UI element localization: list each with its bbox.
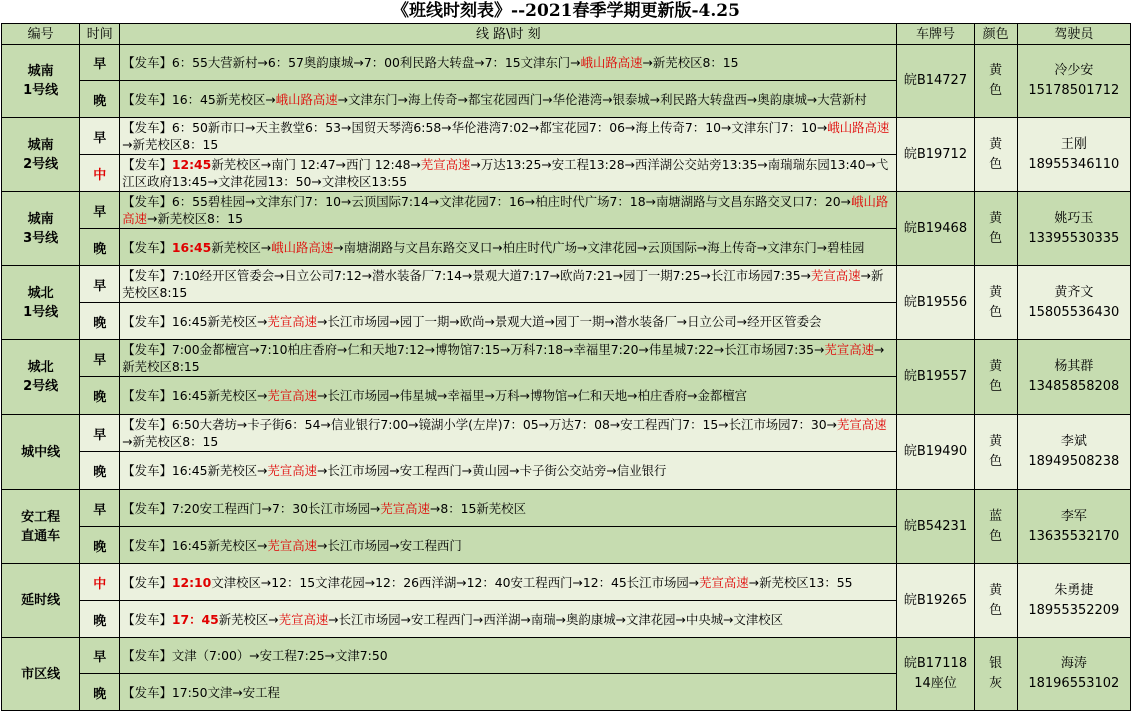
driver-cell bbox=[1017, 415, 1130, 490]
plate-number: 皖B14727 bbox=[903, 73, 968, 88]
driver-phone: 13635532170 bbox=[1028, 528, 1120, 544]
driver-cell bbox=[1017, 192, 1130, 266]
driver-phone: 13485858208 bbox=[1028, 379, 1120, 394]
driver-name: 冷少安 bbox=[1054, 63, 1094, 78]
route-name bbox=[2, 638, 80, 711]
schedule-cell bbox=[120, 118, 897, 155]
period-label: 早 bbox=[80, 192, 120, 229]
plate-cell bbox=[897, 638, 974, 711]
schedule-cell bbox=[120, 155, 897, 192]
bus-color-2: 灰 bbox=[989, 676, 1003, 691]
schedule-cell bbox=[120, 340, 897, 377]
bus-color-2: 色 bbox=[989, 304, 1003, 320]
color-cell bbox=[974, 118, 1017, 192]
route-name-line1: 市区线 bbox=[21, 666, 61, 682]
period-label: 晚 bbox=[80, 229, 120, 266]
route-name-line1: 城南 bbox=[27, 137, 54, 153]
route-name-line1: 城南 bbox=[27, 64, 54, 79]
highway-label: 峨山路高速 bbox=[122, 194, 889, 226]
route-name-line1: 城北 bbox=[27, 360, 54, 375]
schedule-cell bbox=[120, 674, 897, 711]
route-name bbox=[2, 118, 80, 192]
bus-color-2: 色 bbox=[989, 602, 1003, 618]
bus-color-2: 色 bbox=[989, 83, 1003, 98]
period-label: 中 bbox=[80, 155, 120, 192]
timetable-text: 【发车】 bbox=[122, 611, 172, 627]
plate-cell bbox=[897, 415, 974, 490]
timetable-text: →新芜校区8：15 bbox=[147, 211, 244, 226]
timetable-text: →长江市场园→园丁一期→欧尚→景观大道→园丁一期→潜水装备厂→日立公司→经开区管委会 bbox=[317, 313, 822, 329]
departure-time: 12:45 bbox=[171, 157, 212, 172]
route-name-line1: 城北 bbox=[27, 285, 54, 301]
timetable-text: 【发车】7:10经开区管委会→日立公司7:12→潜水装备厂7:14→景观大道7:17→欧尚7:21→园丁一期7:25→长江市场园7:35→ bbox=[122, 268, 812, 283]
schedule-cell bbox=[120, 638, 897, 674]
timetable-text: 【发车】7:00金都檀宫→7:10柏庄香府→仁和天地7:12→博物馆7:15→万科7:18→幸福里7:20→伟星城7:22→长江市场园7:35→ bbox=[122, 342, 825, 357]
driver-name: 海涛 bbox=[1060, 656, 1087, 671]
schedule-cell bbox=[120, 601, 897, 638]
timetable-text: 【发车】6：50新市口→天主教堂6：53→国贸天琴湾6:58→华伦港湾7:02→都宝花园7：06→海上传奇7：10→文津东门7：10→ bbox=[122, 120, 828, 135]
timetable-text: 【发车】 bbox=[122, 157, 172, 172]
bus-color-2: 色 bbox=[989, 156, 1003, 172]
period-label: 早 bbox=[80, 118, 120, 155]
route-name-line2: 直通车 bbox=[21, 528, 61, 544]
color-cell bbox=[974, 564, 1017, 638]
schedule-cell bbox=[120, 377, 897, 415]
route-name bbox=[2, 340, 80, 415]
color-cell bbox=[974, 638, 1017, 711]
driver-name: 黄齐文 bbox=[1054, 284, 1094, 300]
schedule-cell bbox=[120, 564, 897, 601]
schedule-cell bbox=[120, 81, 897, 118]
timetable-text: →长江市场园→安工程西门→西洋湖→南瑞→奥韵康城→文津花园→中央城→文津校区 bbox=[328, 611, 784, 627]
driver-phone: 15178501712 bbox=[1028, 83, 1120, 98]
plate-cell bbox=[897, 340, 974, 415]
timetable-text: →新芜校区8：15 bbox=[642, 55, 739, 70]
timetable-text: 【发车】16：45新芜校区→ bbox=[122, 91, 276, 107]
color-cell bbox=[974, 490, 1017, 564]
plate-cell bbox=[897, 118, 974, 192]
header-route: 线 路\时 刻 bbox=[120, 24, 897, 45]
highway-label: 峨山路高速 bbox=[275, 91, 338, 107]
timetable-text: →文津东门→海上传奇→都宝花园西门→华伦港湾→银泰城→利民路大转盘西→奥韵康城→大营新村 bbox=[337, 91, 867, 107]
timetable-text: 新芜校区→南门 12:47→西门 12:48→ bbox=[211, 157, 421, 172]
departure-time: 17：45 bbox=[171, 611, 219, 627]
timetable-text: →新芜校区8：15 bbox=[122, 434, 219, 449]
bus-color-2: 色 bbox=[989, 528, 1003, 544]
plate-number: 皖B19557 bbox=[903, 369, 968, 384]
plate-cell bbox=[897, 192, 974, 266]
timetable-text: 【发车】6：55大营新村→6：57奥韵康城→7：00利民路大转盘→7：15文津东门→ bbox=[122, 55, 581, 70]
plate-cell bbox=[897, 490, 974, 564]
route-name-line2: 1号线 bbox=[23, 83, 59, 98]
timetable-text: 【发车】16:45新芜校区→ bbox=[122, 313, 268, 329]
timetable-text: 新芜校区→ bbox=[211, 239, 272, 255]
route-name bbox=[2, 564, 80, 638]
timetable-text: 【发车】文津（7:00）→安工程7:25→文津7:50 bbox=[122, 648, 388, 663]
departure-time: 12:10 bbox=[171, 574, 212, 590]
highway-label: 峨山路高速 bbox=[271, 239, 334, 255]
departure-time: 16:45 bbox=[171, 239, 212, 255]
driver-name: 李军 bbox=[1060, 508, 1087, 524]
table-row bbox=[2, 45, 1131, 81]
bus-color-2: 色 bbox=[989, 379, 1003, 394]
schedule-cell bbox=[120, 490, 897, 527]
timetable-text: 【发车】6:50大砻坊→卡子街6：54→信业银行7:00→镜湖小学(左岸)7：05→万达7：08→安工程西门7：15→长江市场园7：30→ bbox=[122, 417, 837, 432]
timetable-text: →新芜校区8:15 bbox=[122, 268, 884, 300]
timetable-text: 【发车】17:50文津→安工程 bbox=[122, 684, 280, 700]
plate-number: 皖B19490 bbox=[903, 444, 968, 459]
timetable-text: →长江市场园→伟星城→幸福里→万科→博物馆→仁和天地→柏庄香府→金都檀宫 bbox=[317, 388, 748, 403]
timetable-text: →新芜校区13：55 bbox=[748, 574, 853, 590]
timetable-text: →长江市场园→安工程西门→黄山园→卡子街公交站旁→信业银行 bbox=[317, 463, 667, 478]
period-label: 晚 bbox=[80, 527, 120, 564]
highway-label: 芜宣高速 bbox=[380, 500, 430, 516]
table-row bbox=[2, 118, 1131, 155]
route-name-line2: 2号线 bbox=[23, 156, 59, 172]
highway-label: 峨山路高速 bbox=[827, 120, 890, 135]
plate-number: 皖B19556 bbox=[903, 294, 968, 310]
route-name bbox=[2, 266, 80, 340]
header-driver: 驾驶员 bbox=[1017, 24, 1130, 45]
highway-label: 芜宣高速 bbox=[824, 342, 875, 357]
driver-name: 李斌 bbox=[1060, 434, 1087, 449]
header-time: 时间 bbox=[80, 24, 120, 45]
period-label: 早 bbox=[80, 340, 120, 377]
period-label: 晚 bbox=[80, 81, 120, 118]
highway-label: 芜宣高速 bbox=[837, 417, 887, 432]
plate-number: 皖B54231 bbox=[903, 518, 968, 534]
table-row bbox=[2, 192, 1131, 229]
period-label: 晚 bbox=[80, 601, 120, 638]
driver-cell bbox=[1017, 45, 1130, 118]
period-label: 晚 bbox=[80, 452, 120, 490]
plate-number: 皖B19712 bbox=[903, 146, 968, 162]
header-number: 编号 bbox=[2, 24, 80, 45]
bus-color-1: 黄 bbox=[989, 136, 1003, 152]
route-name-line2: 2号线 bbox=[23, 379, 59, 394]
driver-cell bbox=[1017, 340, 1130, 415]
period-label: 早 bbox=[80, 266, 120, 303]
timetable-text: →万达13:25→安工程13:28→西洋湖公交站旁13:35→南瑞瑞东园13:40→弋江区政府13:45→文津花园13：50→文津校区13:55 bbox=[122, 157, 889, 189]
plate-cell bbox=[897, 564, 974, 638]
period-label: 晚 bbox=[80, 674, 120, 711]
timetable-text: 新芜校区→ bbox=[218, 611, 279, 627]
route-name-line1: 城中线 bbox=[21, 444, 61, 460]
timetable-text: 【发车】6：55碧桂园→文津东门7：10→云顶国际7:14→文津花园7：16→柏庄时代广场7：18→南塘湖路与文昌东路交叉口7：20→ bbox=[122, 194, 852, 209]
schedule-cell bbox=[120, 303, 897, 340]
route-name bbox=[2, 415, 80, 490]
bus-color-1: 黄 bbox=[989, 359, 1003, 374]
schedule-cell bbox=[120, 527, 897, 564]
header-row bbox=[2, 24, 1131, 45]
period-label: 早 bbox=[80, 638, 120, 674]
highway-label: 芜宣高速 bbox=[699, 574, 749, 590]
timetable-text: →8：15新芜校区 bbox=[429, 500, 526, 516]
bus-color-1: 黄 bbox=[989, 582, 1003, 598]
period-label: 晚 bbox=[80, 303, 120, 340]
color-cell bbox=[974, 45, 1017, 118]
bus-color-1: 黄 bbox=[989, 63, 1003, 78]
plate-number: 皖B19265 bbox=[903, 592, 968, 608]
table-row bbox=[2, 415, 1131, 452]
bus-color-1: 银 bbox=[989, 656, 1003, 671]
route-name-line2: 3号线 bbox=[23, 230, 59, 246]
timetable-text: 【发车】 bbox=[122, 574, 172, 590]
timetable-text: →新芜校区8:15 bbox=[122, 342, 885, 374]
color-cell bbox=[974, 192, 1017, 266]
driver-phone: 18955352209 bbox=[1028, 602, 1120, 618]
timetable bbox=[1, 23, 1131, 711]
period-label: 中 bbox=[80, 564, 120, 601]
highway-label: 芜宣高速 bbox=[267, 463, 318, 478]
table-row bbox=[2, 638, 1131, 674]
route-name bbox=[2, 490, 80, 564]
highway-label: 芜宣高速 bbox=[811, 268, 861, 283]
plate-seats: 14座位 bbox=[914, 676, 957, 691]
highway-label: 芜宣高速 bbox=[267, 313, 318, 329]
schedule-cell bbox=[120, 229, 897, 266]
driver-cell bbox=[1017, 118, 1130, 192]
schedule-cell bbox=[120, 452, 897, 490]
highway-label: 芜宣高速 bbox=[267, 388, 318, 403]
route-name-line1: 延时线 bbox=[21, 593, 61, 608]
page-title: 《班线时刻表》--2021春季学期更新版-4.25 bbox=[392, 1, 740, 21]
bus-color-1: 黄 bbox=[989, 284, 1003, 300]
route-name bbox=[2, 192, 80, 266]
bus-color-2: 色 bbox=[989, 454, 1003, 469]
highway-label: 芜宣高速 bbox=[267, 537, 318, 553]
highway-label: 芜宣高速 bbox=[420, 157, 471, 172]
plate-number: 皖B19468 bbox=[903, 220, 968, 236]
color-cell bbox=[974, 340, 1017, 415]
bus-color-2: 色 bbox=[989, 230, 1003, 246]
driver-phone: 18196553102 bbox=[1028, 676, 1120, 691]
driver-cell bbox=[1017, 564, 1130, 638]
schedule-cell bbox=[120, 415, 897, 452]
driver-name: 杨其群 bbox=[1054, 359, 1094, 374]
table-row bbox=[2, 266, 1131, 303]
bus-color-1: 蓝 bbox=[989, 508, 1003, 524]
driver-cell bbox=[1017, 490, 1130, 564]
header-color: 颜色 bbox=[974, 24, 1017, 45]
timetable-text: 文津校区→12：15文津花园→12：26西洋湖→12：40安工程西门→12：45长江市场园→ bbox=[211, 574, 700, 590]
driver-name: 朱勇捷 bbox=[1054, 582, 1094, 598]
plate-cell bbox=[897, 266, 974, 340]
driver-cell bbox=[1017, 266, 1130, 340]
highway-label: 芜宣高速 bbox=[278, 611, 329, 627]
plate-cell bbox=[897, 45, 974, 118]
timetable-text: →南塘湖路与文昌东路交叉口→柏庄时代广场→文津花园→云顶国际→海上传奇→文津东门→碧桂园 bbox=[333, 239, 865, 255]
period-label: 早 bbox=[80, 490, 120, 527]
timetable-text: 【发车】16:45新芜校区→ bbox=[122, 463, 268, 478]
schedule-cell bbox=[120, 266, 897, 303]
timetable-text: 【发车】7:20安工程西门→7：30长江市场园→ bbox=[122, 500, 381, 516]
timetable-text: 【发车】16:45新芜校区→ bbox=[122, 388, 268, 403]
route-name-line1: 城南 bbox=[27, 211, 54, 227]
color-cell bbox=[974, 266, 1017, 340]
driver-name: 姚巧玉 bbox=[1054, 210, 1094, 226]
timetable-text: 【发车】16:45新芜校区→ bbox=[122, 537, 268, 553]
driver-cell bbox=[1017, 638, 1130, 711]
period-label: 早 bbox=[80, 415, 120, 452]
route-name-line2: 1号线 bbox=[23, 304, 59, 320]
table-row bbox=[2, 340, 1131, 377]
driver-name: 王刚 bbox=[1060, 136, 1087, 152]
highway-label: 峨山路高速 bbox=[580, 55, 643, 70]
driver-phone: 15805536430 bbox=[1028, 304, 1120, 320]
period-label: 晚 bbox=[80, 377, 120, 415]
route-name bbox=[2, 45, 80, 118]
header-plate: 车牌号 bbox=[897, 24, 974, 45]
timetable-text: →长江市场园→安工程西门 bbox=[317, 537, 462, 553]
schedule-cell bbox=[120, 45, 897, 81]
timetable-text: 【发车】 bbox=[122, 239, 172, 255]
color-cell bbox=[974, 415, 1017, 490]
schedule-cell bbox=[120, 192, 897, 229]
bus-color-1: 黄 bbox=[989, 210, 1003, 226]
table-row bbox=[2, 564, 1131, 601]
driver-phone: 18949508238 bbox=[1028, 454, 1120, 469]
timetable-text: →新芜校区8：15 bbox=[122, 137, 219, 152]
table-row bbox=[2, 490, 1131, 527]
route-name-line1: 安工程 bbox=[21, 509, 61, 525]
bus-color-1: 黄 bbox=[989, 434, 1003, 449]
period-label: 早 bbox=[80, 45, 120, 81]
driver-phone: 13395530335 bbox=[1028, 230, 1120, 246]
driver-phone: 18955346110 bbox=[1028, 156, 1120, 172]
plate-number: 皖B17118 bbox=[903, 656, 968, 671]
